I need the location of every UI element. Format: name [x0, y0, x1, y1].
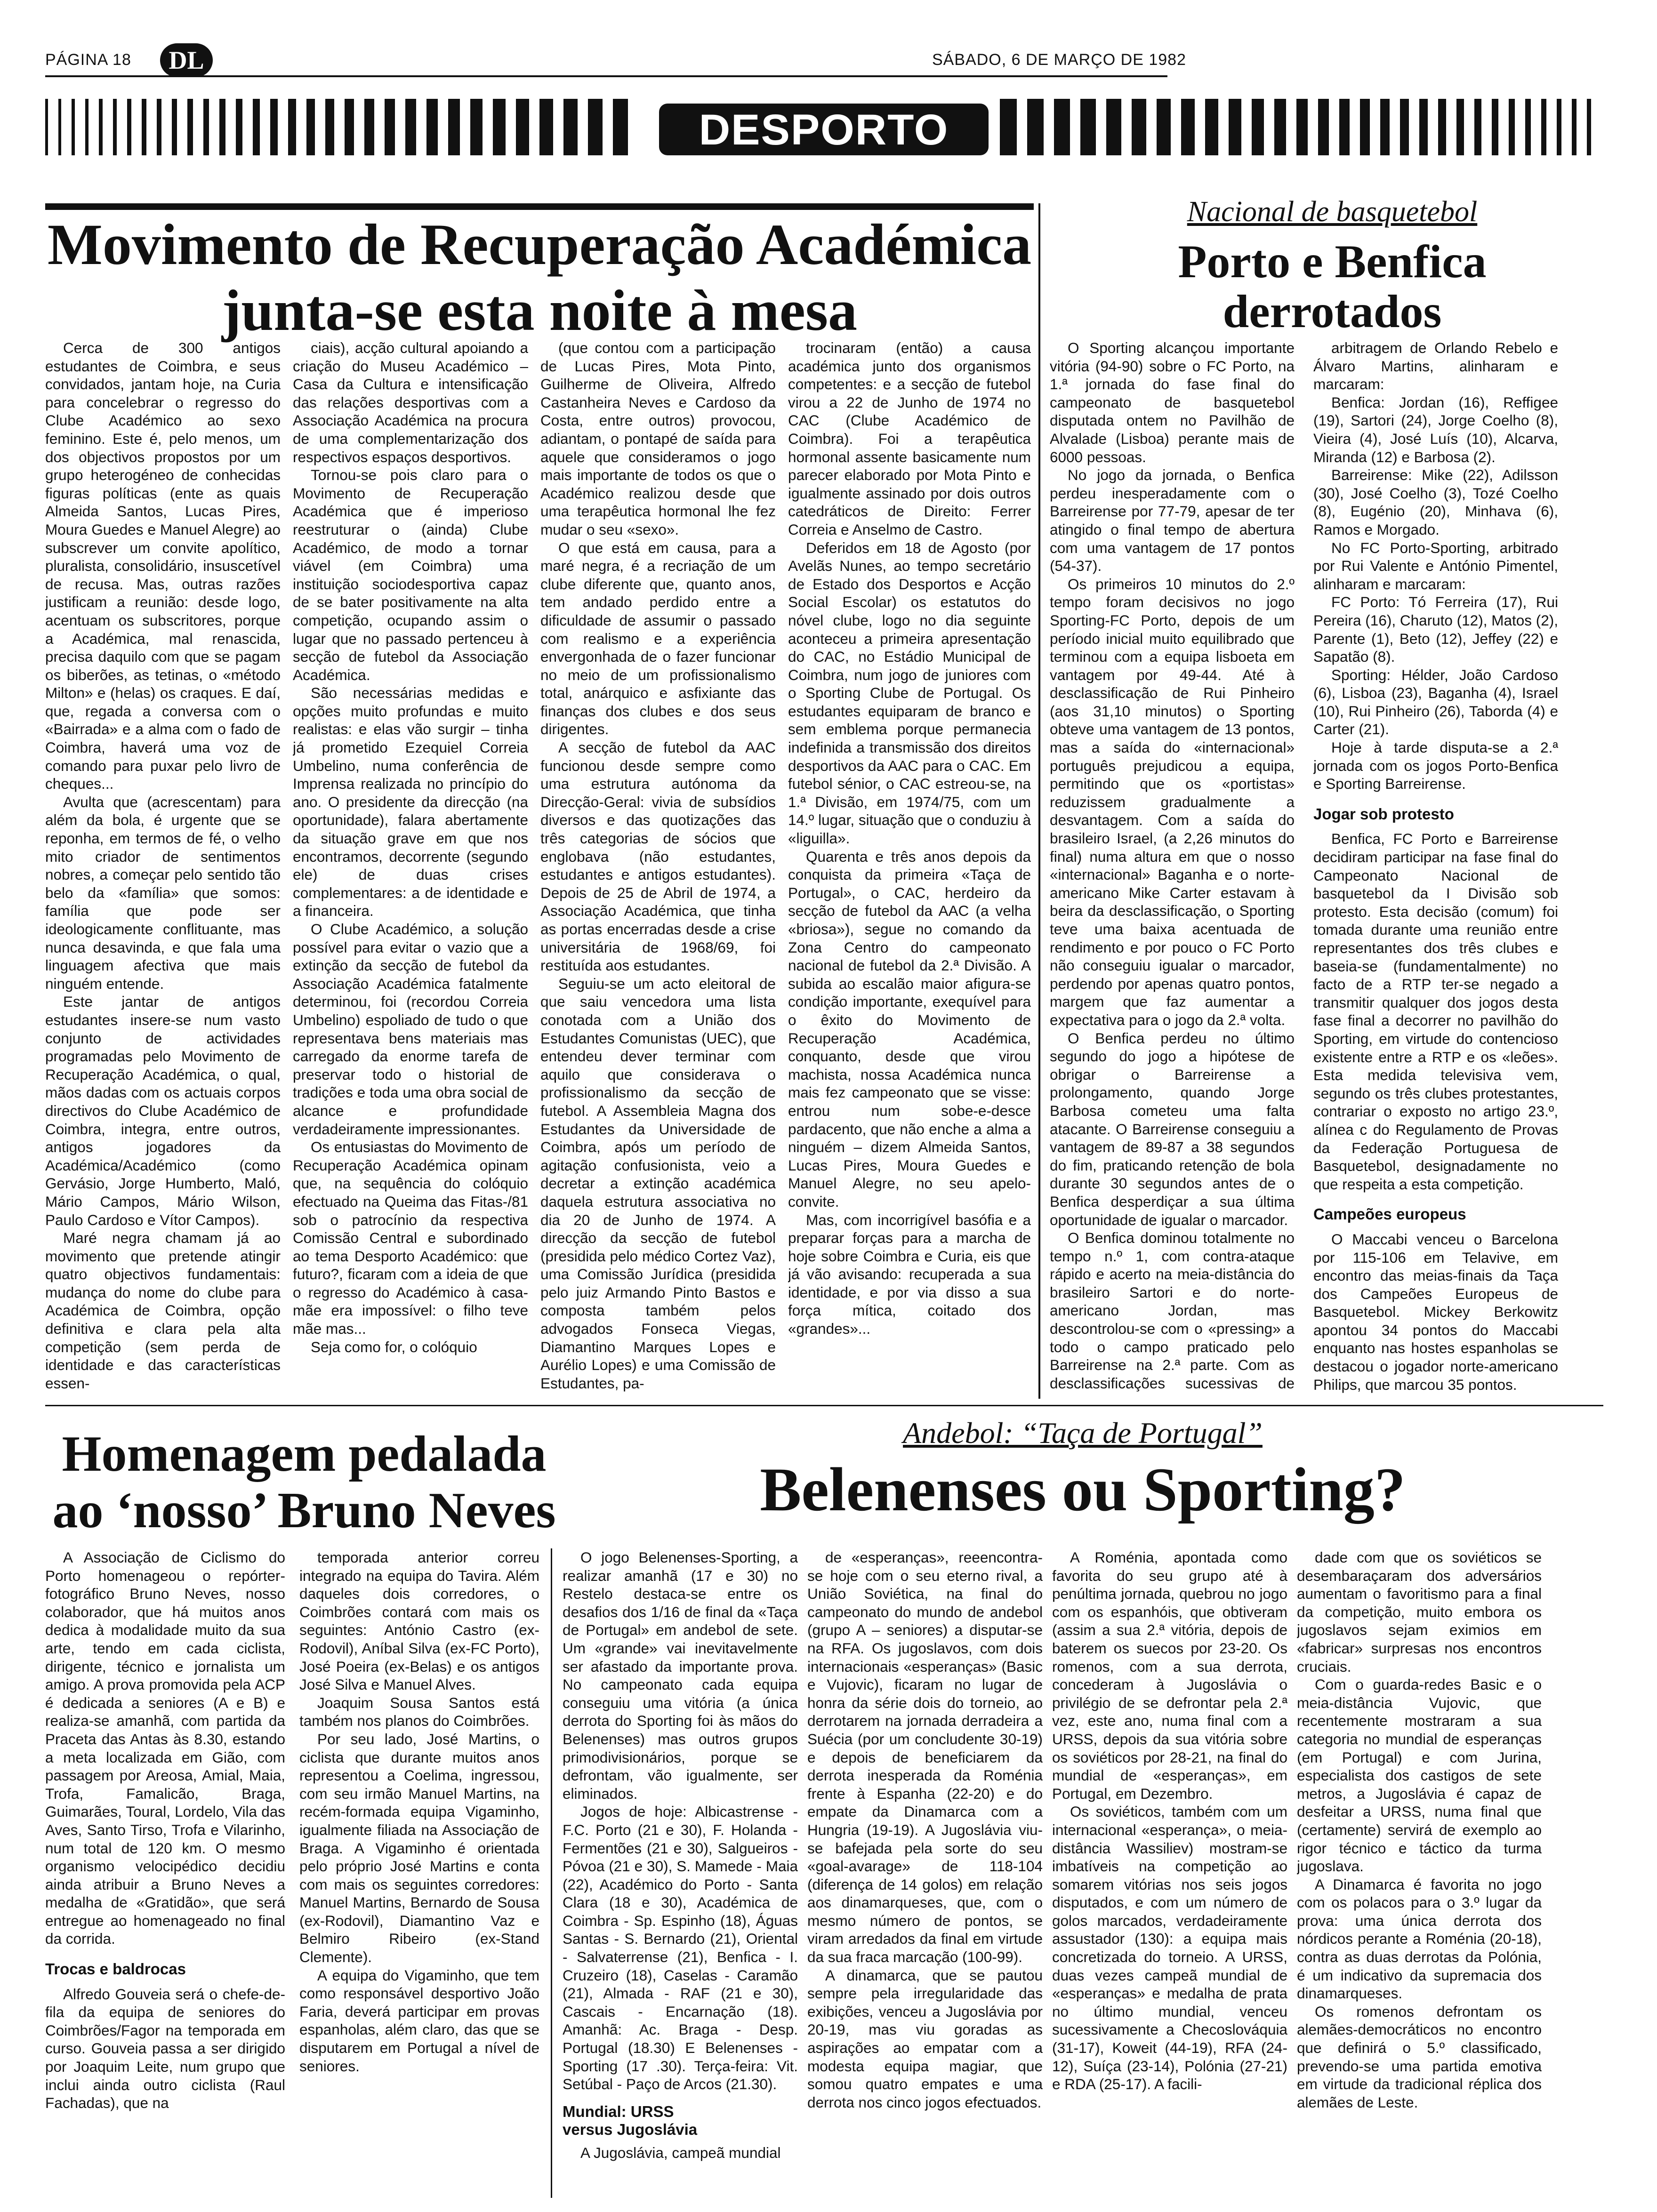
- issue-date: SÁBADO, 6 DE MARÇO DE 1982: [932, 51, 1186, 69]
- article4-paragraph: Os romenos defrontam os alemães-democráticos no encontro que definirá o 5.º classificado, prevendo-se uma partida emotiva em virtude da tradicional réplica dos alemães de Leste.: [1297, 2003, 1542, 2111]
- article3-paragraph: Por seu lado, José Martins, o ciclista que durante muitos anos representou a Coelima, ingressou, com seu irmão Manuel Martins, na recém-formada equipa Vigaminho, igualmente filiada na Associação de Braga. A Vigaminho é orientada pelo próprio José Martins e conta com mais os seguintes corredores: Manuel Martins, Bernardo de Sousa (ex-Rodovil), Diamantino Vaz e Belmiro Ribeiro (ex-Stand Clemente).: [299, 1730, 539, 1966]
- article3-title-line2: ao ‘nosso’ Bruno Neves: [52, 1483, 556, 1539]
- article1-right-rule: [1038, 203, 1040, 1399]
- article3-column-2: [299, 1548, 539, 2198]
- article4-paragraph: A Roménia, apontada como favorita do seu grupo até à penúltima jornada, quebrou no jogo com os espanhóis, que obtiveram (assim a sua 2.ª vitória, depois de baterem os suecos por 23-20. Os romenos, com a sua derrota, concederam à Jugoslávia o privilégio de se defrontar pela 2.ª vez, este ano, numa final com a URSS, depois da sua vitória sobre os soviéticos por 28-21, na final do mundial de «esperanças», em Portugal, em Dezembro.: [1052, 1549, 1287, 1802]
- article1-paragraph: Maré negra chamam já ao movimento que pretende atingir quatro objectivos fundamentais: mudança do nome do clube para Académica de Coimbra, opção definitiva e clara pela alta competição (sem perda de identidade e das características essen-: [45, 1229, 281, 1392]
- article2-paragraph: FC Porto: Tó Ferreira (17), Rui Pereira (16), Charuto (12), Matos (2), Parente (1), Beto (12), Jeffey (22) e Sapatão (8).: [1313, 593, 1558, 665]
- article2-paragraph: No FC Porto-Sporting, arbitrado por Rui Valente e António Pimentel, alinharam e marcaram:: [1313, 539, 1558, 593]
- article4-title: Belenenses ou Sporting?: [760, 1455, 1406, 1524]
- article4-paragraph: A dinamarca, que se pautou sempre pela irregularidade das exibições, venceu a Jugoslávia por 20-19, mas viu goradas as aspirações ao empatar com a modesta equipa magiar, que somou quatro empates e uma derrota nos cinco jogos efectuados.: [807, 1966, 1043, 2111]
- article2-column-2: [1313, 339, 1558, 1393]
- section-title: DESPORTO: [699, 106, 949, 154]
- article3-column-1: [45, 1548, 285, 2198]
- article4-column-1: [563, 1548, 798, 2198]
- article4-subhead: versus Jugoslávia: [563, 2121, 698, 2139]
- article1-paragraph: O Clube Académico, a solução possível para evitar o vazio que a extinção da secção de futebol da Associação Académica fatalmente determinou, foi (recordou Correia Umbelino) espoliado de tudo o que representava bens materiais mas carregado da enorme tarefa de preservar todo o historial de tradições e toda uma obra social de alcance e profundidade verdadeiramente impressionantes.: [293, 921, 528, 1138]
- article4-paragraph: O jogo Belenenses-Sporting, a realizar amanhã (17 e 30) no Restelo destaca-se entre os desafios dos 1/16 de final da «Taça de Portugal» em andebol de sete. Um «grande» vai inevitavelmente ser afastado da importante prova. No campeonato cada equipa conseguiu uma vitória (a única derrota do Sporting foi às mãos do Belenenses) mas outros grupos primodivisionários, porque se defrontam, vão igualmente, ser eliminados.: [563, 1549, 798, 1802]
- article4-column-4: [1297, 1548, 1542, 2198]
- article2-paragraph: O Maccabi venceu o Barcelona por 115-106 em Telavive, em encontro das meias-finais da Taça dos Campeões Europeus de Basquetebol. Mickey Berkowitz apontou 34 pontos do Maccabi enquanto nas hostes espanholas se destacou o jogador norte-americano Philips, que marcou 35 pontos.: [1313, 1230, 1558, 1393]
- article1-paragraph: São necessárias medidas e opções muito profundas e muito realistas: e elas vão surgir – tinha já prometido Ezequiel Correia Umbelino, numa conferência de Imprensa realizada no princípio do ano. O presidente da direcção (na oportunidade), falara abertamente da situação grave em que nos encontramos, decorrente (segundo ele) de duas crises complementares: a de identidade e a financeira.: [293, 684, 528, 920]
- article3-right-rule: [551, 1548, 552, 2198]
- article1-column-1: [45, 339, 281, 1393]
- article2-paragraph: Barreirense: Mike (22), Adilsson (30), José Coelho (3), Tozé Coelho (8), Eugénio (20), Minhava (6), Ramos e Morgado.: [1313, 466, 1558, 538]
- article4-subhead: Mundial: URSS: [563, 2102, 674, 2120]
- article1-column-4: [788, 339, 1031, 1393]
- article1-paragraph: Os entusiastas do Movimento de Recuperação Académica opinam que, na sequência do colóquio efectuado na Queima das Fitas-/81 sob o patrocínio da respectiva Comissão Central e subordinado ao tema Desporto Académico: que futuro?, ficaram com a ideia de que o regresso do Académico à casa-mãe era impossível: o filho teve mãe mas...: [293, 1138, 528, 1338]
- article4-paragraph: Jogos de hoje: Albicastrense -F.C. Porto (21 e 30), F. Holanda -Fermentões (21 e 30), Salgueiros - Póvoa (21 e 30), S. Mamede - Maia (22), Académico do Porto - Santa Clara (18 e 30), Académica de Coimbra - Sp. Espinho (18), Águas Santas - S. Bernardo (21), Oriental - Salvaterrense (21), Benfica - I. Cruzeiro (18), Caselas - Caramão (21), Almada - RAF (21 e 30), Cascais - Encarnação (18). Amanhã: Ac. Braga - Desp. Portugal (18.30) E Belenenses - Sporting (17 .30). Terça-feira: Vit. Setúbal - Paço de Arcos (21.30).: [563, 1803, 798, 2093]
- article4-paragraph: de «esperanças», reeencontra-se hoje com o seu eterno rival, a União Soviética, na final do campeonato do mundo de andebol (grupo A – seniores) a disputar-se na RFA. Os jugoslavos, com dois internacionais «esperanças» (Basic e Vujovic), ficaram no lugar de honra da série dois do torneio, ao derrotarem na jornada derradeira a Suécia (por um concludente 30-19) e depois de beneficiarem da derrota inesperada da Roménia frente à Espanha (22-20) e do empate da Dinamarca com a Hungria (19-19). A Jugoslávia viu-se bafejada pela sorte do seu «goal-avarage» de 118-104 (diferença de 14 golos) em relação aos dinamarqueses, que, com o mesmo número de pontos, se viram arredados da final em virtude da sua fraca marcação (100-99).: [807, 1549, 1043, 1966]
- article2-title-line1: Porto e Benfica: [1178, 235, 1487, 288]
- article1-paragraph: Seja como for, o colóquio: [311, 1338, 477, 1355]
- article3-paragraph: temporada anterior correu integrado na equipa do Tavira. Além daqueles dois corredores, o Coimbrões contará com mais os seguintes: António Castro (ex-Rodovil), Aníbal Silva (ex-FC Porto), José Poeira (ex-Belas) e os antigos José Silva e Manuel Alves.: [299, 1549, 539, 1693]
- article2-kicker: Nacional de basquetebol: [1187, 196, 1478, 228]
- article1-paragraph: Seguiu-se um acto eleitoral de que saiu vencedora uma lista conotada com a União dos Estudantes Comunistas (UEC), que entendeu dever terminar com aquilo que considerava o profissionalismo da secção de futebol. A Assembleia Magna dos Estudantes da Universidade de Coimbra, após um período de agitação confusionista, veio a decretar a extinção académica daquela estrutura associativa no dia 20 de Junho de 1974. A direcção da secção de futebol (presidida pelo médico Cortez Vaz), uma Comissão Jurídica (presidida pelo juiz Armando Pinto Bastos e composta também pelos advogados Fonseca Viegas, Diamantino Marques Lopes e Aurélio Lopes) e uma Comissão de Estudantes, pa-: [540, 975, 776, 1392]
- article3-paragraph: Alfredo Gouveia será o chefe-de-fila da equipa de seniores do Coimbrões/Fagor na temporada em curso. Gouveia passa a ser dirigido por Joaquim Leite, num grupo que inclui ainda outro ciclista (Raul Fachadas), que na: [45, 1985, 285, 2112]
- article2-paragraph: Sporting: Hélder, João Cardoso (6), Lisboa (23), Baganha (4), Israel (10), Rui Pinheiro (26), Taborda (4) e Carter (21).: [1313, 666, 1558, 738]
- article1-paragraph: trocinaram (então) a causa académica junto dos organismos competentes: e a secção de futebol virou a 22 de Junho de 1974 no CAC (Clube Académico de Coimbra). Foi a terapêutica hormonal assente basicamente num parecer elaborado por Mota Pinto e igualmente assinado por dois outros catedráticos de Direito: Ferrer Correia e Anselmo de Castro.: [788, 339, 1031, 538]
- article1-paragraph: Avulta que (acrescentam) para além da bola, é urgente que se reponha, em termos de fé, o velho mito criador de sentimentos nobres, a começar pelo sentido tão belo da «família» que somos: família que pode ser ideologicamente conflituante, mas nunca desavinda, e que fala uma linguagem afectiva que mais ninguém entende.: [45, 793, 281, 992]
- page-number: PÁGINA 18: [45, 51, 131, 69]
- article2-subhead: Campeões europeus: [1313, 1205, 1466, 1223]
- article2-paragraph: O Benfica dominou totalmente no tempo n.º 1, com contra-ataque rápido e acerto na meia-distância do brasileiro Sartori e do norte-americano Jordan, mas descontrolou-se com o «pressing» a todo o campo praticado pelo Barreirense na 2.ª parte. Com as desclassificações sucessivas de: [1050, 1229, 1295, 1392]
- article4-paragraph: A Jugoslávia, campeã mundial: [580, 2144, 781, 2161]
- article4-paragraph: A Dinamarca é favorita no jogo com os polacos para o 3.º lugar da prova: uma única derrota dos nórdicos perante a Roménia (20-18), contra as duas derrotas da Polónia, é um indicativo da supremacia dos dinamarqueses.: [1297, 1875, 1542, 2002]
- article4-column-2: [807, 1548, 1043, 2198]
- article1-paragraph: Cerca de 300 antigos estudantes de Coimbra, e seus convidados, jantam hoje, na Curia para concelebrar o regresso do Clube Académico ao sexo feminino. Este é, pelo menos, um dos objectivos propostos por um grupo heterogéneo de conhecidas figuras políticas (ente as quais Almeida Santos, Lucas Pires, Moura Guedes e Manuel Alegre) ao subscrever um convite apolítico, pluralista, consolidário, insuscetível de recusa. Mas, outras razões justificam a reunião: desde logo, acentuam os subscritores, porque a Académica, mal renascida, precisa daquilo com que se pagam os biberões, as tetinas, o «método Milton» e (helas) os craques. E daí, que, regada a conversa com o «Bairrada» e a alma com o fado de Coimbra, haverá uma voz de comando para puxar pelo livro de cheques...: [45, 339, 281, 793]
- article2-paragraph: Hoje à tarde disputa-se a 2.ª jornada com os jogos Porto-Benfica e Sporting Barreirense.: [1313, 739, 1558, 793]
- article1-paragraph: O que está em causa, para a maré negra, é a recriação de um clube diferente que, quanto anos, tem andado perdido entre a dificuldade de assumir o passado com realismo e a experiência envergonhada de o fazer funcionar no meio de um profissionalismo total, anárquico e asfixiante das finanças dos clubes e dos seus dirigentes.: [540, 539, 776, 738]
- article4-paragraph: dade com que os soviéticos se desembaraçaram dos adversários aumentam o favoritismo para a final da competição, muito embora os jugoslavos sejam eximios em «fabricar» surpresas nos encontros cruciais.: [1297, 1549, 1542, 1675]
- article1-paragraph: A secção de futebol da AAC funcionou desde sempre como uma estrutura autónoma da Direcção-Geral: vivia de subsídios diversos e das quotizações das três categorias de sócios que englobava (não estudantes, estudantes e antigos estudantes). Depois de 25 de Abril de 1974, a Associação Académica, que tinha as portas encerradas desde a crise universitária de 1968/69, foi restituída aos estudantes.: [540, 739, 776, 974]
- banner-stripes-left: [45, 99, 648, 155]
- article4-column-3: [1052, 1548, 1287, 2198]
- article4-kicker: Andebol: “Taça de Portugal”: [903, 1416, 1263, 1450]
- newspaper-logo: DL: [160, 43, 213, 77]
- article1-paragraph: (que contou com a participação de Lucas Pires, Mota Pinto, Guilherme de Oliveira, Alfredo Castanheira Neves e Cardoso da Costa, entre outros) provocou, adiantam, o pontapé de saída para aquele que consideramos o jogo mais importante de todos os que o Académico realizou desde que uma terapêutica hormonal lhe fez mudar o seu «sexo».: [540, 339, 776, 538]
- article3-title-line1: Homenagem pedalada: [62, 1426, 547, 1482]
- article2-paragraph: Benfica, FC Porto e Barreirense decidiram participar na fase final do Campeonato Nacional de basquetebol da I Divisão sob protesto. Esta decisão (comum) foi tomada durante uma reunião entre representantes dos três clubes e baseia-se (fundamentalmente) no facto de a RTP ter-se negado a transmitir qualquer dos jogos desta fase final a decorrer no pavilhão do Sporting, em virtude do contencioso existente entre a RTP e os «leões». Esta medida televisiva vem, segundo os três clubes protestantes, contrariar o exposto no artigo 23.º, alínea c do Regulamento de Provas da Federação Portuguesa de Basquetebol, designadamente no que respeita a esta competição.: [1313, 830, 1558, 1193]
- article1-paragraph: Tornou-se pois claro para o Movimento de Recuperação Académica que é imperioso reestruturar o (ainda) Clube Académico, de modo a tornar viável (em Coimbra) uma instituição sociodesportiva capaz de se bater positivamente na alta competição, ocupando assim o lugar que no passado pertenceu à secção de futebol da Associação Académica.: [293, 466, 528, 683]
- article1-title-line1: Movimento de Recuperação Académica: [47, 212, 1032, 277]
- article2-paragraph: Benfica: Jordan (16), Reffigee (19), Sartori (24), Jorge Coelho (8), Vieira (4), José Luís (10), Alcarva, Miranda (12) e Barbosa (2).: [1313, 393, 1558, 465]
- article4-paragraph: Com o guarda-redes Basic e o meia-distância Vujovic, que recentemente mostraram a sua categoria no mundial de esperanças (em Portugal) e com Jurina, especialista dos castigos de sete metros, a Jugoslávia é capaz de desfeitar a URSS, numa final que (certamente) servirá de exemplo ao rigor técnico e táctico da turma jugoslava.: [1297, 1676, 1542, 1875]
- article2-paragraph: O Benfica perdeu no último segundo do jogo a hipótese de obrigar o Barreirense a prolongamento, quando Jorge Barbosa cometeu uma falta atacante. O Barreirense conseguiu a vantagem de 89-87 a 38 segundos do fim, praticando retenção de bola durante 30 segundos antes de o Benfica desperdiçar a sua última oportunidade de igualar o marcador.: [1050, 1029, 1295, 1228]
- article2-paragraph: Os primeiros 10 minutos do 2.º tempo foram decisivos no jogo Sporting-FC Porto, depois de um período inicial muito equilibrado que terminou com a equipa lisboeta em vantagem por 49-44. Até à desclassificação de Rui Pinheiro (aos 31,10 minutos) o Sporting obteve uma vantagem de 13 pontos, mas a saída do «internacional» português prejudicou a equipa, permitindo que os «portistas» reduzissem gradualmente a desvantagem. Com a saída do brasileiro Israel, (a 2,26 minutos do final) numa altura em que o nosso «internacional» Baganha e o norte-americano Mike Carter estavam à beira da desclassificação, o Sporting teve uma baixa acentuada de rendimento e por pouco o FC Porto não conseguiu igualar o marcador, perdendo por apenas quatro pontos, margem que faz aumentar a expectativa para o jogo da 2.ª volta.: [1050, 575, 1295, 1028]
- article2-title-line2: derrotados: [1223, 285, 1442, 337]
- article2-paragraph: No jogo da jornada, o Benfica perdeu inesperadamente com o Barreirense por 77-79, apesar de ter atingido o final tempo de abertura com uma vantagem de 17 pontos (54-37).: [1050, 466, 1295, 575]
- article2-paragraph: arbitragem de Orlando Rebelo e Álvaro Martins, alinharam e marcaram:: [1313, 339, 1558, 393]
- bottom-section-rule: [45, 1405, 1603, 1406]
- article1-paragraph: Mas, com incorrigível basófia e a preparar forças para a marcha de hoje sobre Coimbra e Curia, eis que já vão avisando: recuperada a sua identidade, e por via disso a sua força mítica, coitado dos «grandes»...: [788, 1211, 1031, 1338]
- article1-top-rule: [45, 203, 1034, 210]
- article2-column-1: [1050, 339, 1295, 1393]
- article1-title-line2: junta-se esta noite à mesa: [221, 278, 857, 343]
- article1-paragraph: ciais), acção cultural apoiando a criação do Museu Académico – Casa da Cultura e intensificação das relações desportivas com a Associação Académica na procura de uma complementarização dos respectivos espaços desportivos.: [293, 339, 528, 465]
- article1-paragraph: Deferidos em 18 de Agosto (por Avelãs Nunes, ao tempo secretário de Estado dos Desportos e Acção Social Escolar) os estatutos do nóvel clube, logo no dia seguinte aconteceu a primeira apresentação do CAC, no Estádio Municipal de Coimbra, num jogo de juniores com o Sporting Clube de Portugal. Os estudantes equiparam de branco e sem emblema porque permanecia indefinida a transmissão dos direitos desportivos da AAC para o CAC. Em futebol sénior, o CAC estreou-se, na 1.ª Divisão, em 1974/75, com um 14.º lugar, situação que o conduziu à «liguilla».: [788, 539, 1031, 847]
- article2-subhead: Jogar sob protesto: [1313, 805, 1454, 823]
- article3-paragraph: Joaquim Sousa Santos está também nos planos do Coimbrões.: [299, 1694, 539, 1730]
- article1-paragraph: Quarenta e três anos depois da conquista da primeira «Taça de Portugal», o CAC, herdeiro da secção de futebol da AAC (a velha «briosa»), segue no comando da Zona Centro do campeonato nacional de futebol da 2.ª Divisão. A subida ao escalão maior afigura-se condição importante, exequível para o êxito do Movimento de Recuperação Académica, conquanto, desde que virou machista, nossa Académica nunca mais fez campeonato que se visse: entrou num sobe-e-desce pardacento, que não enche a alma a ninguém – dizem Almeida Santos, Lucas Pires, Moura Guedes e Manuel Alegre, no seu apelo-convite.: [788, 848, 1031, 1210]
- header-rule: [45, 75, 1167, 77]
- article2-paragraph: O Sporting alcançou importante vitória (94-90) sobre o FC Porto, na 1.ª jornada do fase final do campeonato de basquetebol disputada ontem no Pavilhão de Alvalade (Lisboa) perante mais de 6000 pessoas.: [1050, 339, 1295, 465]
- article3-paragraph: A equipa do Vigaminho, que tem como responsável desportivo João Faria, deverá participar em provas espanholas, além claro, das que se disputarem em Portugal a nível de seniores.: [299, 1966, 539, 2075]
- article4-paragraph: Os soviéticos, também com um internacional «esperança», o meia-distância Wassiliev) mostram-se imbatíveis na competição ao somarem vitórias nos seis jogos disputados, e com um número de golos marcados, verdadeiramente assustador (130): a equipa mais concretizada do torneio. A URSS, duas vezes campeã mundial de «esperanças» e medalha de prata no último mundial, venceu sucessivamente a Checoslováquia (31-17), Koweit (44-19), RFA (24-12), Suíça (23-14), Polónia (27-21) e RDA (25-17). A facili-: [1052, 1803, 1287, 2093]
- banner-stripes-right: [1000, 99, 1607, 155]
- article3-paragraph: A Associação de Ciclismo do Porto homenageou o repórter-fotográfico Bruno Neves, nosso colaborador, que há muitos anos dedica à modalidade muito da sua arte, tendo em cada ciclista, dirigente, técnico e jornalista um amigo. A prova promovida pela ACP é dedicada a seniores (A e B) e realiza-se amanhã, com partida da Praceta das Antas às 8.30, estando a meta localizada em Gião, com passagem por Areosa, Amial, Maia, Trofa, Famalicão, Braga, Guimarães, Toural, Lordelo, Vila das Aves, Santo Tirso, Trofa e Vilarinho, num total de 120 km. O mesmo organismo velocipédico decidiu ainda atribuir a Bruno Neves a medalha de «Gratidão», que será entregue ao homenageado no final da corrida.: [45, 1549, 285, 1948]
- article1-column-3: [540, 339, 776, 1393]
- article1-paragraph: Este jantar de antigos estudantes insere-se num vasto conjunto de actividades programadas pelo Movimento de Recuperação Académica, o qual, mãos dadas com os actuais corpos directivos do Clube Académico de Coimbra, integra, entre outros, antigos jogadores da Académica/Académico (como Gervásio, Jorge Humberto, Maló, Mário Campos, Mário Wilson, Paulo Cardoso e Vítor Campos).: [45, 993, 281, 1228]
- article1-column-2: [293, 339, 528, 1393]
- article3-subhead: Trocas e baldrocas: [45, 1960, 186, 1978]
